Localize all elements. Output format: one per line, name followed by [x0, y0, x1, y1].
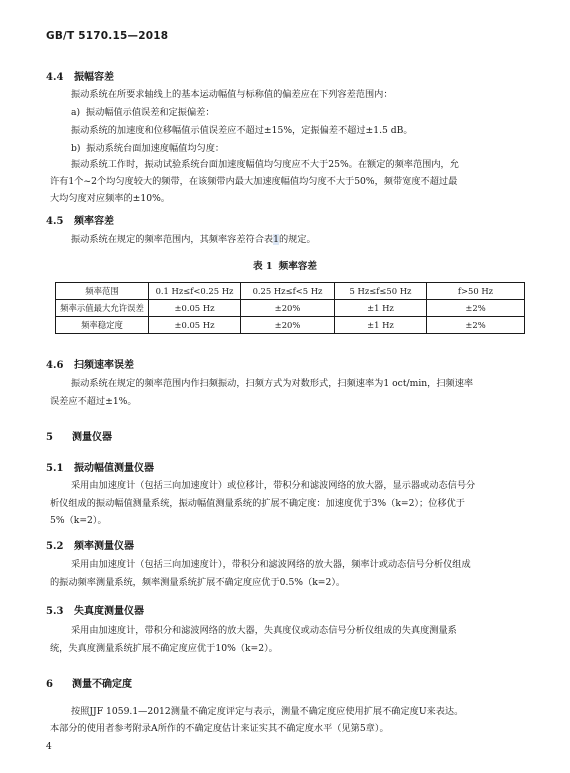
- s46-line-2: 误差应不超过±1%。: [50, 396, 137, 407]
- s46-line-1: 振动系统在规定的频率范围内作扫频振动，扫频方式为对数形式，扫频速率为1 oct/min，扫频速率: [71, 378, 474, 389]
- section-number: 4.6: [46, 360, 64, 371]
- s51-line-3: 5%（k=2）。: [50, 515, 107, 526]
- table-caption-title: 频率容差: [278, 261, 317, 272]
- table-header-cell: f>50 Hz: [427, 283, 525, 300]
- section-4-4-heading: [46, 68, 114, 83]
- section-title: 频率测量仪器: [74, 541, 134, 552]
- table-1-caption: [0, 258, 570, 272]
- s44-item-b-label: b) 振动系统台面加速度幅值均匀度：: [71, 143, 225, 154]
- table-cell: ±2%: [427, 317, 525, 334]
- s44-item-b-line-1: 振动系统工作时，振动试验系统台面加速度幅值均匀度应不大于25%。在额定的频率范围内，允: [71, 159, 459, 170]
- table-reference-link[interactable]: 1: [273, 234, 279, 245]
- standard-code: GB/T 5170.15—2018: [46, 30, 169, 42]
- s51-line-1: 采用由加速度计（包括三向加速度计）或位移计，带积分和滤波网络的放大器，显示器或动态信号分: [71, 480, 476, 491]
- section-title: 扫频速率误差: [74, 360, 134, 371]
- table-cell: ±2%: [427, 300, 525, 317]
- s53-line-2: 统，失真度测量系统扩展不确定度应优于10%（k=2）。: [50, 643, 278, 654]
- s44-item-b-line-2: 许有1个~2个均匀度较大的频带，在该频带内最大加速度幅值均匀度不大于50%，频带宽度不超过最: [50, 176, 458, 187]
- s44-item-b-line-3: 大均匀度对应频率的±10%。: [50, 193, 170, 204]
- section-title: 测量仪器: [72, 432, 112, 443]
- s44-item-a-text: 振动系统的加速度和位移幅值示值误差应不超过±15%，定振偏差不超过±1.5 dB。: [71, 125, 413, 136]
- table-row: [56, 317, 525, 334]
- s45-paragraph: [71, 232, 316, 248]
- section-5-heading: [46, 428, 112, 443]
- table-cell: ±20%: [241, 300, 335, 317]
- table-header-cell: 0.25 Hz≤f<5 Hz: [241, 283, 335, 300]
- s44-item-a-label: a) 振动幅值示值误差和定振偏差：: [71, 107, 215, 118]
- s53-line-1: 采用由加速度计，带积分和滤波网络的放大器，失真度仪或动态信号分析仪组成的失真度测量系: [71, 625, 457, 636]
- section-number: 5.3: [46, 606, 64, 617]
- s52-line-1: 采用由加速度计（包括三向加速度计），带积分和滤波网络的放大器，频率计或动态信号分析仪组成: [71, 559, 471, 570]
- s45-text-pre: 振动系统在规定的频率范围内，其频率容差符合表: [71, 234, 274, 245]
- s45-text-post: 的规定。: [278, 234, 316, 245]
- table-cell: ±20%: [241, 317, 335, 334]
- section-title: 频率容差: [74, 216, 114, 227]
- section-number: 5: [46, 432, 53, 443]
- table-cell: 频率示值最大允许误差: [56, 300, 149, 317]
- section-6-heading: [46, 675, 132, 690]
- table-cell: ±1 Hz: [335, 317, 427, 334]
- s44-paragraph-1: 振动系统在所要求轴线上的基本运动幅值与标称值的偏差应在下列容差范围内：: [71, 89, 393, 100]
- frequency-tolerance-table: [55, 282, 525, 334]
- section-5-3-heading: [46, 602, 144, 617]
- section-title: 振动幅值测量仪器: [74, 463, 154, 474]
- table-header-cell: 0.1 Hz≤f<0.25 Hz: [149, 283, 241, 300]
- section-number: 6: [46, 679, 53, 690]
- table-row: [56, 300, 525, 317]
- section-number: 4.5: [46, 216, 64, 227]
- s6-line-1: 按照JJF 1059.1—2012测量不确定度评定与表示，测量不确定度应使用扩展不确定度U来表达。: [71, 706, 464, 717]
- table-cell: ±1 Hz: [335, 300, 427, 317]
- table-cell: ±0.05 Hz: [149, 317, 241, 334]
- section-title: 测量不确定度: [72, 679, 132, 690]
- s6-line-2: 本部分的使用者参考附录A所作的不确定度估计来证实其不确定度水平（见第5章）。: [50, 723, 389, 734]
- section-4-6-heading: [46, 356, 134, 371]
- section-number: 5.1: [46, 463, 64, 474]
- table-header-cell: 频率范围: [56, 283, 149, 300]
- table-cell: ±0.05 Hz: [149, 300, 241, 317]
- section-title: 失真度测量仪器: [74, 606, 144, 617]
- page-number: 4: [46, 742, 52, 752]
- table-header-row: [56, 283, 525, 300]
- section-number: 5.2: [46, 541, 64, 552]
- section-number: 4.4: [46, 72, 64, 83]
- section-5-1-heading: [46, 459, 154, 474]
- table-cell: 频率稳定度: [56, 317, 149, 334]
- section-5-2-heading: [46, 537, 134, 552]
- table-header-cell: 5 Hz≤f≤50 Hz: [335, 283, 427, 300]
- table-caption-number: 表 1: [253, 261, 273, 272]
- s52-line-2: 的振动频率测量系统，频率测量系统扩展不确定度应优于0.5%（k=2）。: [50, 577, 346, 588]
- section-4-5-heading: [46, 212, 114, 227]
- s51-line-2: 析仪组成的振动幅值测量系统，振动幅值测量系统的扩展不确定度：加速度优于3%（k=2）；位移优于: [50, 498, 465, 509]
- section-title: 振幅容差: [74, 72, 114, 83]
